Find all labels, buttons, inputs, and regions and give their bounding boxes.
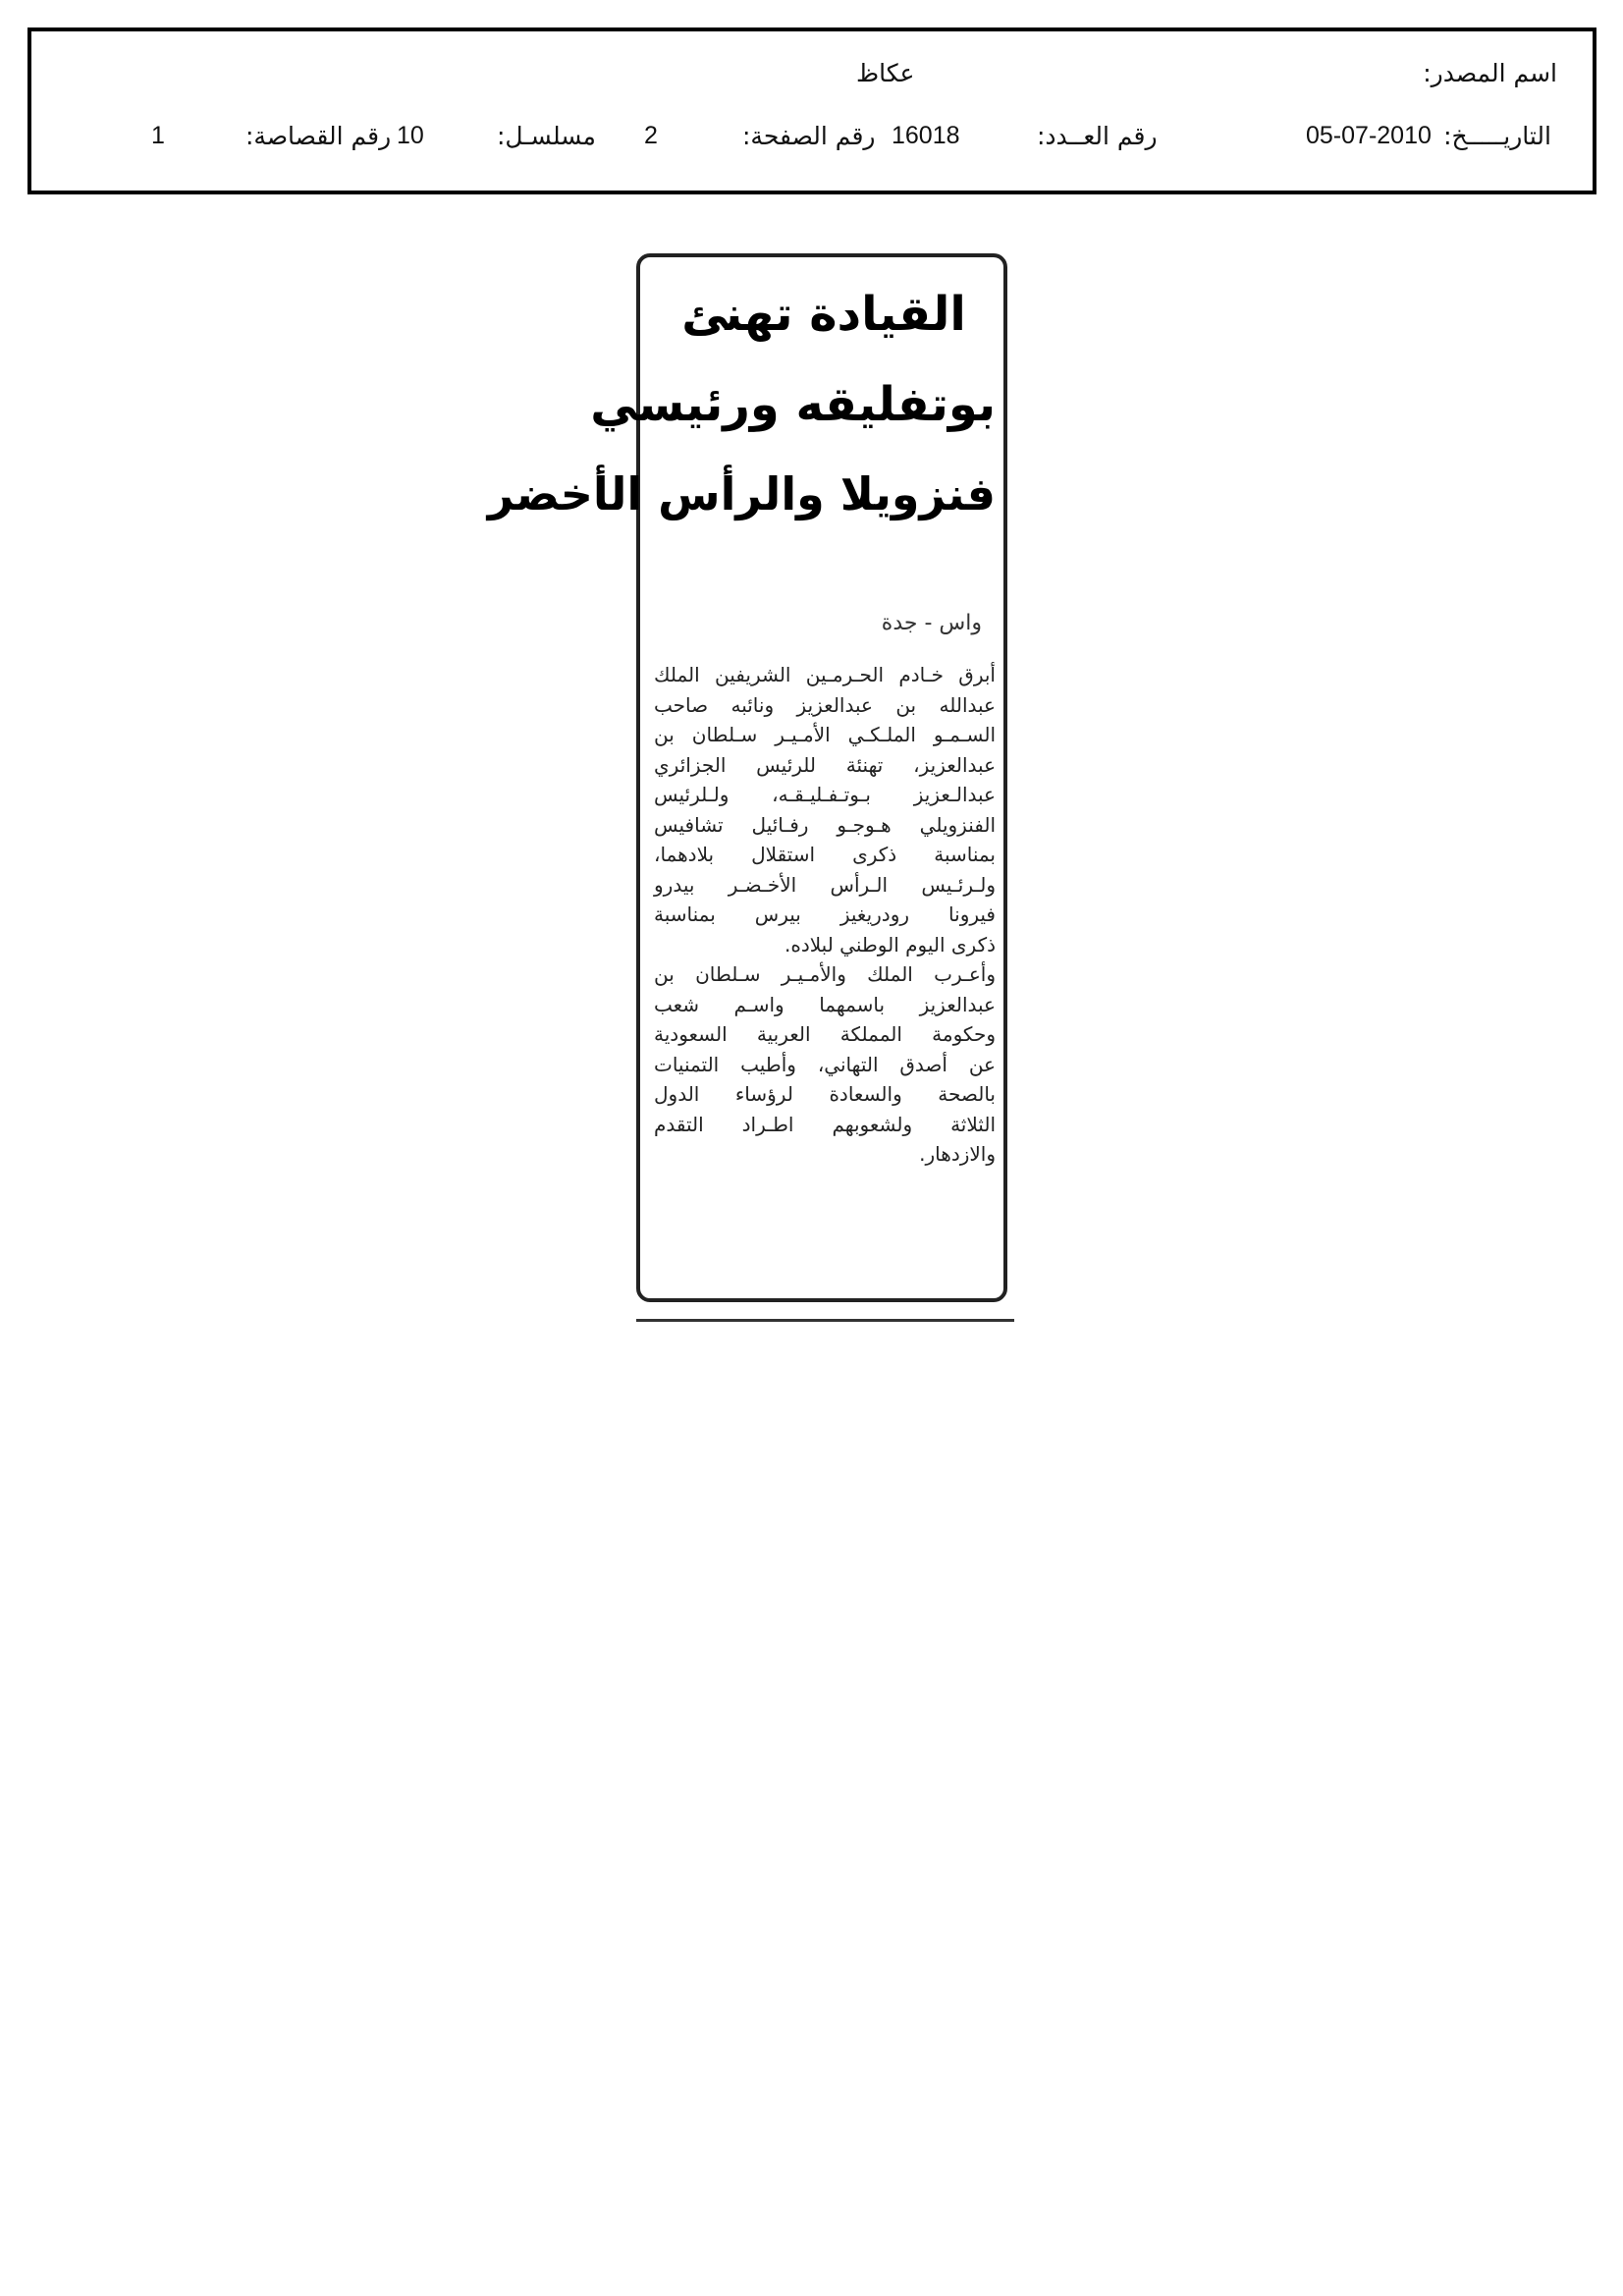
body-line: وحكومة المملكة العربية السعودية — [654, 1022, 996, 1046]
source-label: اسم المصدر: — [1423, 59, 1557, 87]
body-line: عبدالله بن عبدالعزيز ونائبه صاحب — [654, 692, 996, 717]
body-line: وأعـرب الملك والأمـيـر سـلطان بن — [654, 962, 996, 986]
body-line: عن أصدق التهاني، وأطيب التمنيات — [654, 1052, 996, 1076]
body-line: السـمـو الملـكـي الأمـيـر سـلطان بن — [654, 723, 996, 746]
headline-line-1: القيادة تهنئ — [681, 287, 966, 342]
serial-value: 10 — [397, 122, 424, 149]
date-value: 05-07-2010 — [1306, 122, 1432, 149]
headline-line-3: فنزويلا والرأس الأخضر — [487, 467, 996, 520]
body-line: ولـرئـيس الـرأس الأخـضـر بيدرو — [654, 872, 996, 897]
body-line: عبدالعزيز، تهنئة للرئيس الجزائري — [654, 752, 996, 777]
body-line: عبدالعزيز باسمهما واسـم شعب — [654, 992, 996, 1016]
page-value: 2 — [644, 122, 658, 149]
clip-value: 1 — [151, 122, 165, 149]
clip-label: رقم القصاصة: — [245, 122, 392, 150]
byline: واس - جدة — [881, 611, 982, 635]
date-label: التاريـــــخ: — [1443, 122, 1551, 150]
clipping-header — [27, 27, 1596, 194]
body-line: بالصحة والسعادة لرؤساء الدول — [654, 1082, 996, 1106]
body-line: ذكرى اليوم الوطني لبلاده. — [784, 932, 996, 957]
body-line: الثلاثة ولشعوبهم اطـراد التقدم — [654, 1112, 996, 1136]
source-value: عكاظ — [856, 59, 915, 87]
bottom-rule — [636, 1319, 1014, 1322]
issue-value: 16018 — [892, 122, 960, 149]
body-line: عبدالـعزيز بـوتـفـليـقـه، ولـلرئيس — [654, 783, 996, 806]
body-line: الفنزويلي هـوجـو رفـائيل تشافيس — [654, 812, 996, 837]
news-clipping — [487, 253, 1007, 1302]
body-line: بمناسبة ذكرى استقلال بلادهما، — [654, 843, 996, 866]
body-line: والازدهار. — [919, 1142, 996, 1166]
body-line: أبرق خـادم الحـرمـين الشريفين الملك — [654, 663, 996, 686]
body-line: فيرونا رودريغيز بيرس بمناسبة — [654, 902, 996, 926]
headline-line-2: بوتفليقه ورئيسي — [590, 377, 996, 432]
page-label: رقم الصفحة: — [742, 122, 876, 150]
serial-label: مسلسـل: — [497, 122, 596, 150]
issue-label: رقم العــدد: — [1037, 122, 1158, 150]
article-body — [654, 660, 996, 1170]
